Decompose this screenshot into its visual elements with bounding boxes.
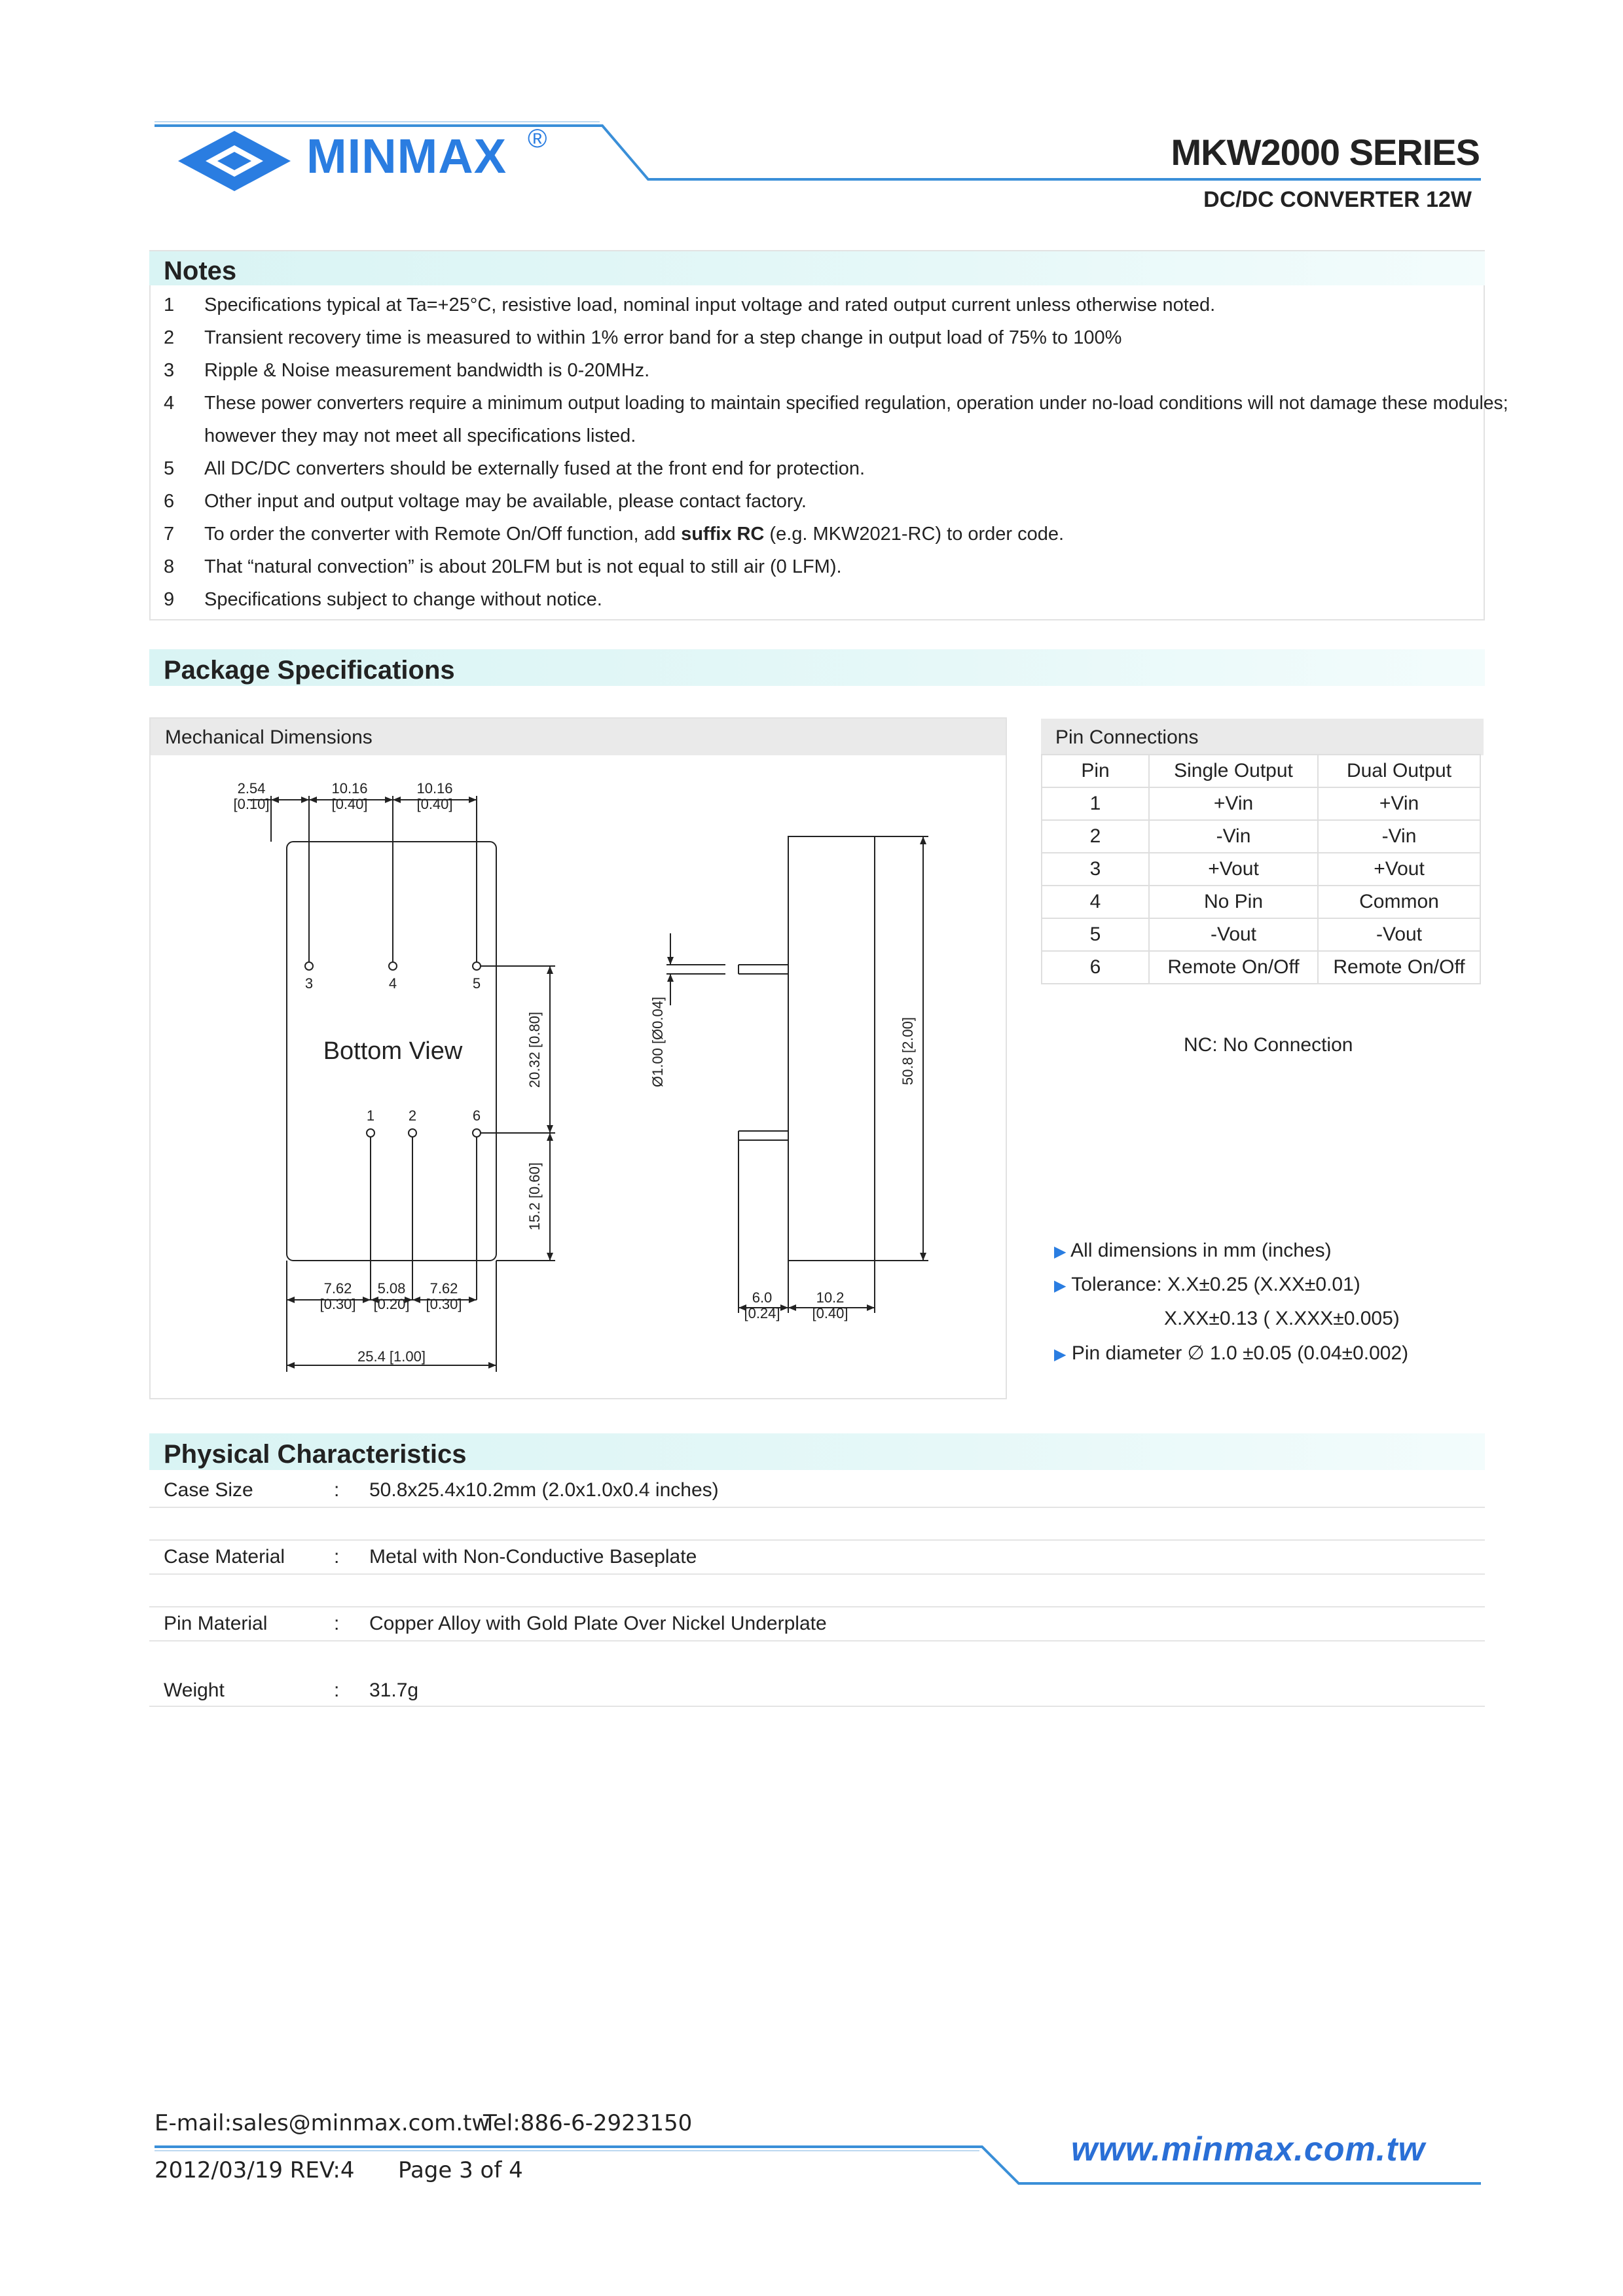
pin-6 (473, 1129, 481, 1137)
physical-value: 31.7g (369, 1679, 419, 1701)
note-text: Transient recovery time is measured to within 1% error band for a step change in output load of 75% to 100% (204, 327, 1122, 348)
note-text: however they may not meet all specifications listed. (204, 425, 636, 446)
note-number: 5 (164, 458, 175, 479)
note-number: 3 (164, 360, 175, 381)
side-view-outline (788, 836, 875, 1261)
row-divider (149, 1640, 1485, 1641)
physical-value: Copper Alloy with Gold Plate Over Nickel Underplate (369, 1613, 827, 1634)
note-text-part: To order the converter with Remote On/Off function, add (204, 524, 682, 545)
package-section-bar (149, 649, 1485, 686)
dim-label: [0.24] (744, 1305, 780, 1321)
dim-label: 15.2 [0.60] (526, 1162, 543, 1230)
physical-value: 50.8x25.4x10.2mm (2.0x1.0x0.4 inches) (369, 1479, 719, 1501)
physical-colon: : (334, 1613, 340, 1634)
row-divider (149, 1539, 1485, 1541)
footer-email: E-mail:sales@minmax.com.tw (155, 2110, 490, 2136)
table-cell: +Vin (1318, 787, 1480, 820)
note-text-part: (e.g. MKW2021-RC) to order code. (764, 524, 1065, 545)
table-header-cell: Single Output (1149, 755, 1318, 787)
pin-5 (473, 962, 481, 970)
dim-label: [0.20] (373, 1296, 410, 1312)
table-header-row (1042, 755, 1480, 787)
row-divider (149, 1507, 1485, 1508)
note-number: 7 (164, 524, 175, 545)
series-subtitle: DC/DC CONVERTER 12W (1203, 187, 1472, 212)
pin-number-label: 2 (408, 1107, 417, 1124)
footer-page: Page 3 of 4 (398, 2157, 523, 2183)
physical-label: Weight (164, 1679, 225, 1701)
triangle-bullet-icon: ▶ (1054, 1277, 1067, 1295)
note-number: 8 (164, 556, 175, 577)
table-cell: 3 (1042, 853, 1149, 886)
pin-3 (305, 962, 313, 970)
physical-section-bar (149, 1433, 1485, 1470)
nc-note: NC: No Connection (1184, 1034, 1353, 1056)
note-number: 6 (164, 491, 175, 512)
dim-label: 7.62 (323, 1280, 352, 1297)
table-cell: +Vout (1149, 853, 1318, 886)
notes-list (149, 295, 1508, 615)
package-title: Package Specifications (164, 656, 455, 685)
physical-label: Case Size (164, 1479, 253, 1501)
table-cell: Remote On/Off (1318, 951, 1480, 984)
dimension-note-text: X.XX±0.13 ( X.XXX±0.005) (1164, 1308, 1400, 1329)
note-text: All DC/DC converters should be externally fused at the front end for protection. (204, 458, 866, 479)
dim-label: 7.62 (429, 1280, 458, 1297)
table-cell: 5 (1042, 918, 1149, 951)
note-number: 4 (164, 393, 175, 414)
table-row (1042, 853, 1480, 886)
footer-tel: Tel:886-6-2923150 (483, 2110, 693, 2136)
row-divider (149, 1706, 1485, 1707)
footer-date-rev: 2012/03/19 REV:4 (155, 2157, 355, 2183)
note-number: 2 (164, 327, 175, 348)
bottom-view-label: Bottom View (323, 1037, 463, 1065)
dim-label: [0.10] (233, 796, 270, 812)
note-number: 1 (164, 295, 175, 315)
physical-value: Metal with Non-Conductive Baseplate (369, 1546, 697, 1568)
note-text: Specifications typical at Ta=+25°C, resistive load, nominal input voltage and rated output current unless otherwise noted. (204, 295, 1216, 315)
note-text-bold: suffix RC (681, 524, 765, 545)
triangle-bullet-icon: ▶ (1054, 1346, 1067, 1363)
pin-connections-table (1041, 754, 1481, 984)
table-cell: +Vin (1149, 787, 1318, 820)
dim-label: 6.0 (752, 1289, 773, 1306)
triangle-bullet-icon: ▶ (1054, 1243, 1067, 1261)
dim-label: [0.30] (319, 1296, 356, 1312)
dim-label: 10.16 (416, 780, 453, 797)
pin-number-label: 5 (472, 975, 481, 992)
note-text: That “natural convection” is about 20LFM but is not equal to still air (0 LFM). (204, 556, 842, 577)
table-cell: 4 (1042, 886, 1149, 918)
table-cell: +Vout (1318, 853, 1480, 886)
header (0, 0, 1623, 236)
table-header-cell: Dual Output (1318, 755, 1480, 787)
notes-title: Notes (164, 257, 237, 285)
mechanical-title: Mechanical Dimensions (165, 726, 373, 748)
dim-label: 25.4 [1.00] (357, 1348, 426, 1365)
website-link[interactable]: www.minmax.com.tw (1071, 2130, 1425, 2168)
physical-colon: : (334, 1679, 340, 1701)
table-cell: -Vin (1149, 820, 1318, 853)
table-cell: 6 (1042, 951, 1149, 984)
table-row (1042, 787, 1480, 820)
dim-label: Ø1.00 [Ø0.04] (649, 996, 666, 1088)
table-cell: Remote On/Off (1149, 951, 1318, 984)
dimension-note (1054, 1274, 1360, 1296)
row-divider (149, 1606, 1485, 1607)
note-number: 9 (164, 589, 175, 610)
table-row (1042, 918, 1480, 951)
physical-colon: : (334, 1479, 340, 1501)
note-text (204, 524, 1481, 545)
dim-label: [0.40] (331, 796, 368, 812)
dim-label: [0.40] (812, 1305, 848, 1321)
table-row (1042, 886, 1480, 918)
table-row (1042, 820, 1480, 853)
pin-connections-title: Pin Connections (1055, 726, 1199, 748)
note-text: These power converters require a minimum output loading to maintain specified regulation, operation under no-load conditions will not damage these modules; (204, 393, 1508, 414)
table-cell: 1 (1042, 787, 1149, 820)
table-cell: Common (1318, 886, 1480, 918)
pin-number-label: 1 (366, 1107, 375, 1124)
table-cell: 2 (1042, 820, 1149, 853)
dim-label: 50.8 [2.00] (900, 1017, 916, 1085)
dimension-note (1054, 1342, 1408, 1365)
table-header-cell: Pin (1042, 755, 1149, 787)
physical-title: Physical Characteristics (164, 1440, 467, 1469)
dim-label: 10.16 (331, 780, 368, 797)
pin-number-label: 6 (472, 1107, 481, 1124)
table-cell: -Vin (1318, 820, 1480, 853)
row-divider (149, 1573, 1485, 1575)
pin-number-label: 4 (388, 975, 397, 992)
dim-label: [0.40] (416, 796, 453, 812)
dim-label: [0.30] (426, 1296, 462, 1312)
dim-label: 2.54 (237, 780, 266, 797)
dimension-note-text: Pin diameter ∅ 1.0 ±0.05 (0.04±0.002) (1071, 1342, 1409, 1364)
table-cell: -Vout (1149, 918, 1318, 951)
table-row (1042, 951, 1480, 984)
registered-mark: ® (528, 124, 547, 153)
note-text: Specifications subject to change without notice. (204, 589, 602, 610)
series-title: MKW2000 SERIES (1171, 132, 1480, 173)
note-text: Other input and output voltage may be available, please contact factory. (204, 491, 807, 512)
dimension-note-text: All dimensions in mm (inches) (1070, 1240, 1332, 1261)
notes-section-bar (149, 251, 1485, 285)
dimension-note-text: Tolerance: X.X±0.25 (X.XX±0.01) (1071, 1274, 1360, 1295)
pin-1 (367, 1129, 374, 1137)
physical-label: Case Material (164, 1546, 285, 1568)
dim-label: 20.32 [0.80] (526, 1011, 543, 1088)
table-cell: No Pin (1149, 886, 1318, 918)
physical-label: Pin Material (164, 1613, 268, 1634)
mechanical-drawing (149, 717, 1007, 1399)
pin-number-label: 3 (304, 975, 314, 992)
brand-name: MINMAX (306, 129, 507, 183)
table-cell: -Vout (1318, 918, 1480, 951)
physical-colon: : (334, 1546, 340, 1568)
pin-connections-header (1041, 719, 1484, 755)
dim-label: 10.2 (816, 1289, 845, 1306)
dimension-note (1054, 1240, 1332, 1262)
minmax-logo-icon (175, 128, 293, 194)
pin-4 (389, 962, 397, 970)
dim-label: 5.08 (377, 1280, 406, 1297)
note-text: Ripple & Noise measurement bandwidth is 0-20MHz. (204, 360, 650, 381)
pin-2 (409, 1129, 416, 1137)
